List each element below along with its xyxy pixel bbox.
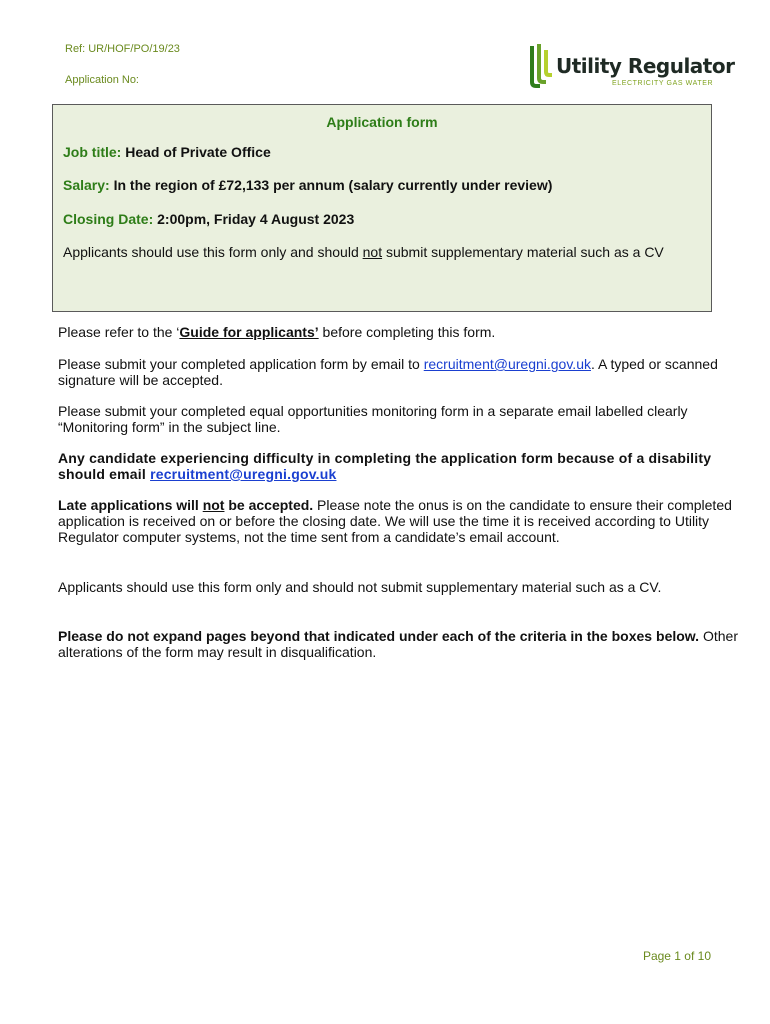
disability-email-link[interactable]: recruitment@uregni.gov.uk: [150, 466, 337, 482]
job-title-label: Job title:: [63, 144, 122, 160]
job-title-value: Head of Private Office: [125, 144, 271, 160]
application-summary-box: [52, 104, 712, 312]
monitoring-form-paragraph: Please submit your completed equal opportunities monitoring form in a separate email labelled clearly “Monitoring form” in the subject line.: [58, 403, 688, 435]
utility-regulator-logo: [526, 42, 735, 90]
closing-date-value: 2:00pm, Friday 4 August 2023: [157, 211, 355, 227]
expand-pages-paragraph: Please do not expand pages beyond that indicated under each of the criteria in the boxes below. Other alterations of the form may result in disqualification.: [58, 628, 739, 660]
emphasis-not: not: [362, 244, 383, 260]
salary-row: [63, 177, 552, 193]
logo-mark-icon: [526, 42, 556, 90]
salary-label: Salary:: [63, 177, 110, 193]
guide-paragraph: Please refer to the ‘Guide for applicants’ before completing this form.: [58, 324, 496, 340]
reference-number: Ref: UR/HOF/PO/19/23: [65, 43, 180, 55]
late-applications-paragraph: Late applications will not be accepted. Please note the onus is on the candidate to ensure their completed application is received on or before the closing date. We will use the time it is received according to Utility Regulator computer systems, not the time sent from a candidate’s email account.: [58, 497, 732, 545]
page-number: Page 1 of 10: [642, 949, 711, 963]
supplementary-material-note: Applicants should use this form only and should not submit supplementary material such as a CV: [63, 244, 664, 260]
recruitment-email-link[interactable]: recruitment@uregni.gov.uk: [423, 356, 591, 372]
disability-paragraph: Any candidate experiencing difficulty in completing the application form because of a disability should email recruitment@uregni.gov.uk: [58, 450, 712, 482]
submit-email-paragraph: Please submit your completed application form by email to recruitment@uregni.gov.uk. A typed or scanned signature will be accepted.: [58, 356, 718, 388]
logo-tagline: ELECTRICITY GAS WATER: [612, 80, 714, 87]
job-title-row: [63, 144, 271, 160]
application-number-label: Application No:: [65, 74, 139, 86]
logo-wordmark: Utility Regulator: [556, 54, 735, 78]
guide-for-applicants-link[interactable]: Guide for applicants’: [179, 324, 319, 340]
form-title: Application form: [326, 114, 438, 130]
closing-date-label: Closing Date:: [63, 211, 154, 227]
supplementary-paragraph: Applicants should use this form only and should not submit supplementary material such as a CV.: [58, 579, 662, 595]
closing-date-row: [63, 211, 354, 227]
salary-value: In the region of £72,133 per annum (salary currently under review): [113, 177, 553, 193]
